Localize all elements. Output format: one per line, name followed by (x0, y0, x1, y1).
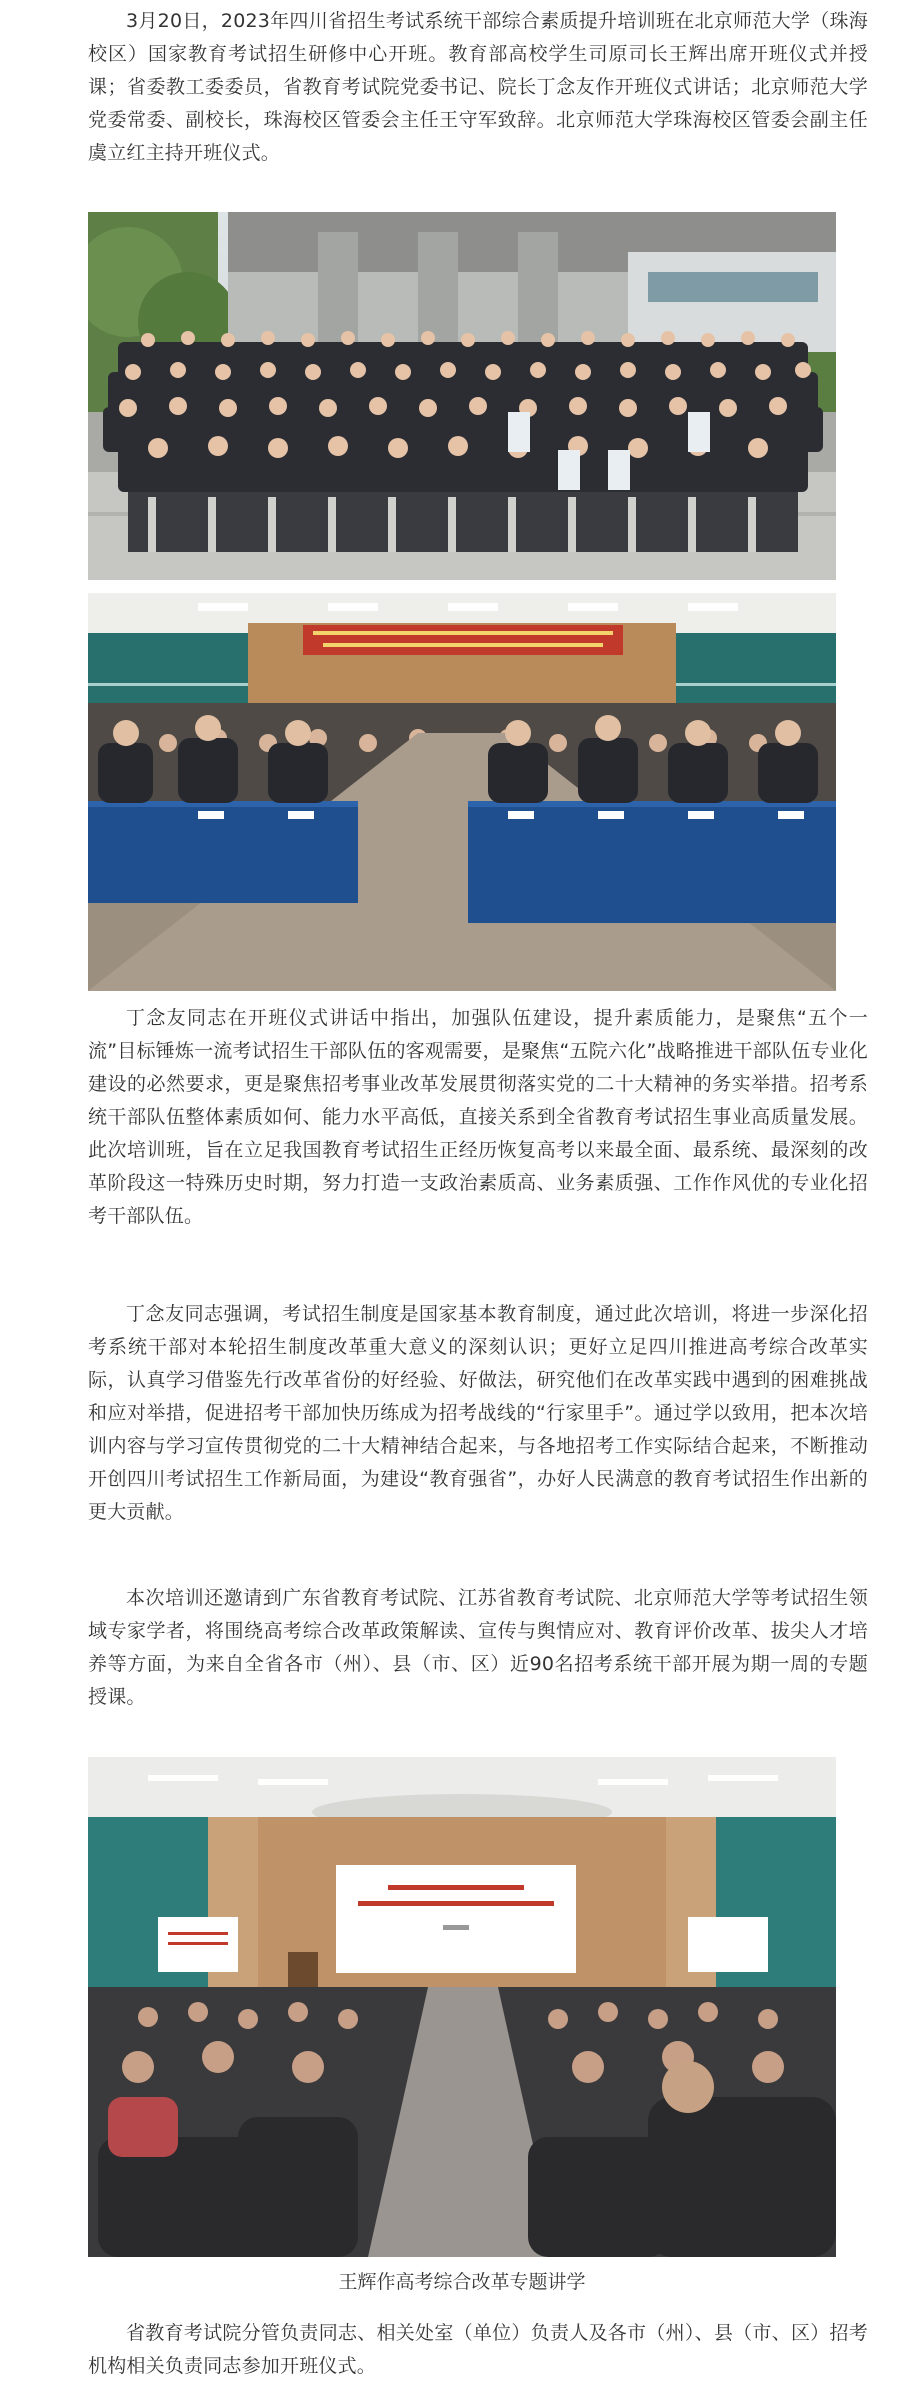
paragraph-intro: 3月20日，2023年四川省招生考试系统干部综合素质提升培训班在北京师范大学（珠海校区）国家教育考试招生研修中心开班。教育部高校学生司原司长王辉出席开班仪式并授课；省委教工委委员，省教育考试院党委书记、院长丁念友作开班仪式讲话；北京师范大学党委常委、副校长，珠海校区管委会主任王守军致辞。北京师范大学珠海校区管委会副主任虞立红主持开班仪式。 (88, 10, 868, 164)
paragraph-attendees: 省教育考试院分管负责同志、相关处室（单位）负责人及各市（州）、县（市、区）招考机构相关负责同志参加开班仪式。 (88, 2322, 868, 2377)
photo-caption: 王辉作高考综合改革专题讲学 (338, 2271, 586, 2293)
paragraph-experts: 本次培训还邀请到广东省教育考试院、江苏省教育考试院、北京师范大学等考试招生领域专家学者，将围绕高考综合改革政策解读、宣传与舆情应对、教育评价改革、拔尖人才培养等方面，为来自全省各市（州）、县（市、区）近90名招考系统干部开展为期一周的专题授课。 (88, 1587, 868, 1708)
paragraph-ding-emphasis: 丁念友同志强调，考试招生制度是国家基本教育制度，通过此次培训，将进一步深化招考系统干部对本轮招生制度改革重大意义的深刻认识；更好立足四川推进高考综合改革实际，认真学习借鉴先行改革省份的好经验、好做法，研究他们在改革实践中遇到的困难挑战和应对举措，促进招考干部加快历练成为招考战线的“行家里手”。通过学以致用，把本次培训内容与学习宣传贯彻党的二十大精神结合起来，与各地招考工作实际结合起来，不断推动开创四川考试招生工作新局面，为建设“教育强省”，办好人民满意的教育考试招生作出新的更大贡献。 (88, 1303, 868, 1523)
group-photo (88, 212, 836, 580)
lecture-photo (88, 1757, 836, 2257)
paragraph-ding-speech: 丁念友同志在开班仪式讲话中指出，加强队伍建设，提升素质能力，是聚焦“五个一流”目标锤炼一流考试招生干部队伍的客观需要，是聚焦“五院六化”战略推进干部队伍专业化建设的必然要求，更是聚焦招考事业改革发展贯彻落实党的二十大精神的务实举措。招考系统干部队伍整体素质如何、能力水平高低，直接关系到全省教育考试招生事业高质量发展。此次培训班，旨在立足我国教育考试招生正经历恢复高考以来最全面、最系统、最深刻的改革阶段这一特殊历史时期，努力打造一支政治素质高、业务素质强、工作作风优的专业化招考干部队伍。 (88, 1007, 868, 1227)
opening-ceremony-photo (88, 593, 836, 991)
